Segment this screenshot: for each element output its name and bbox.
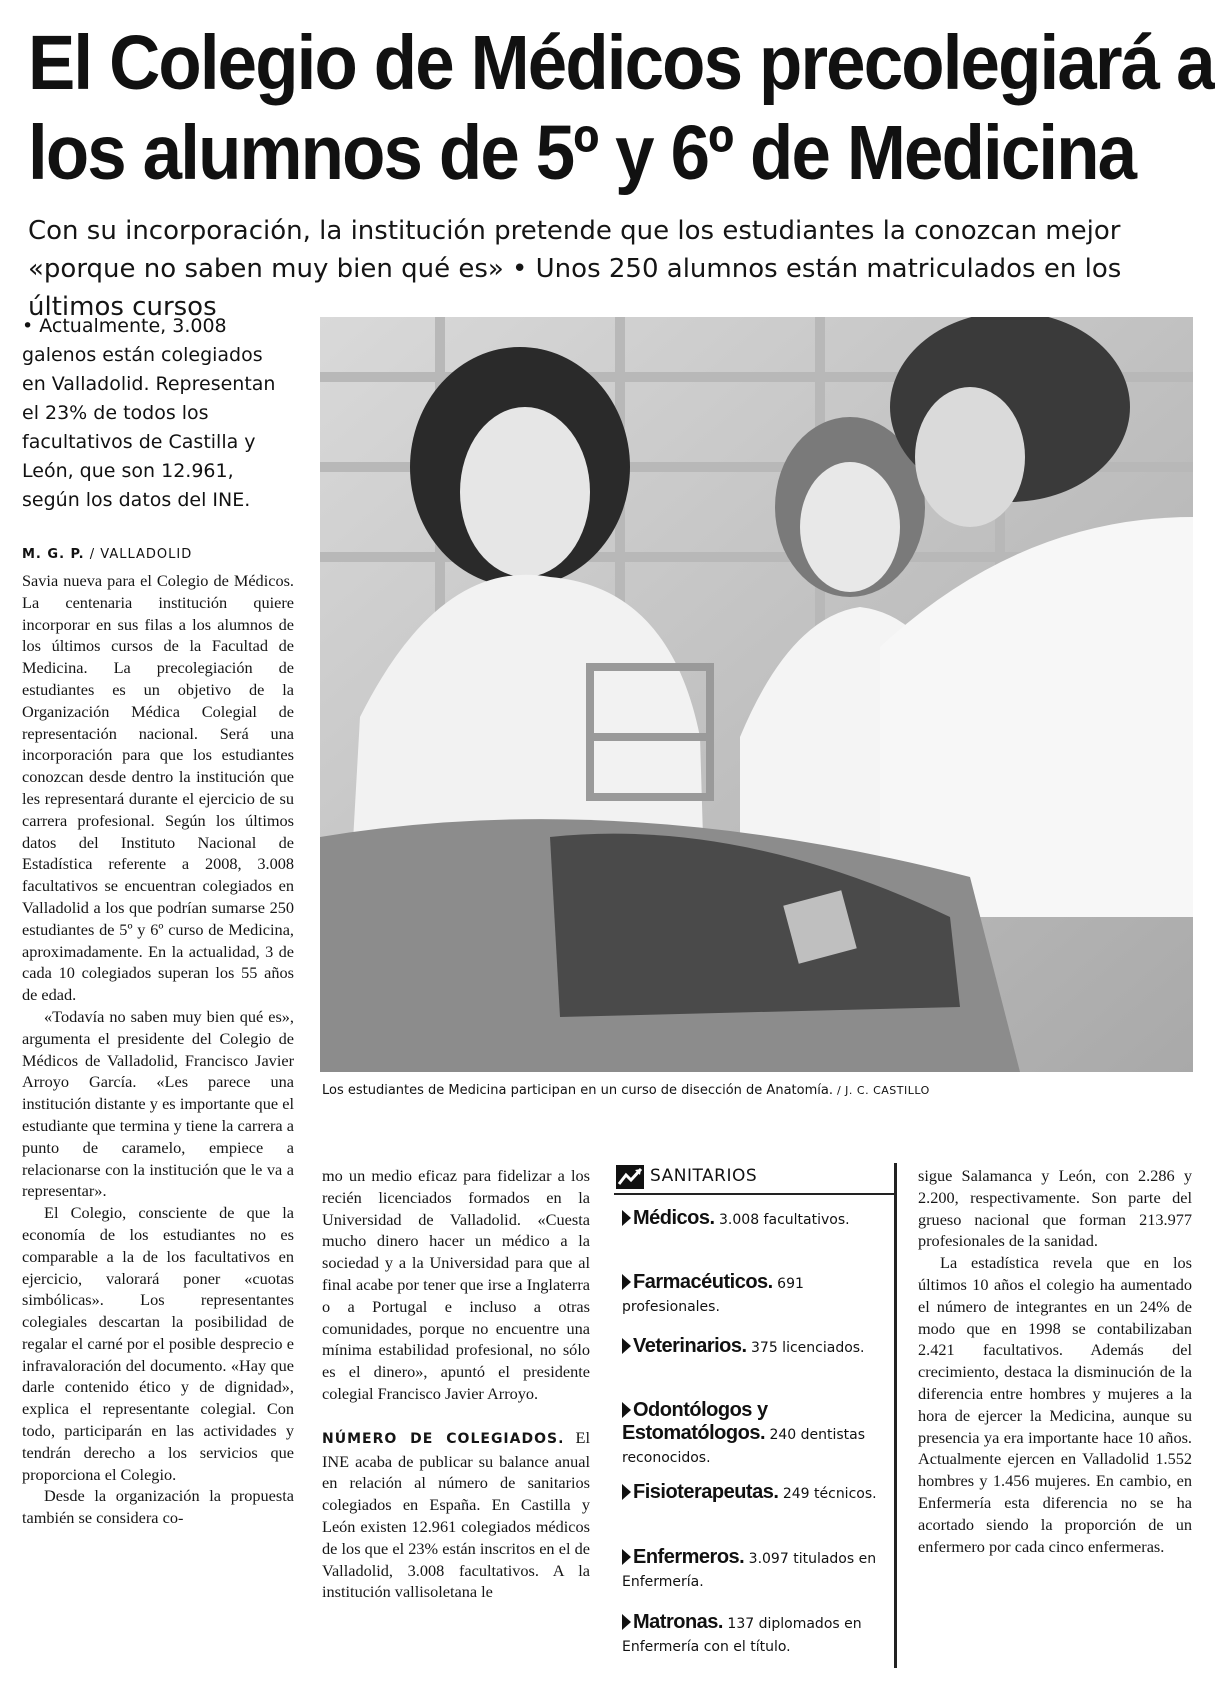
- entry-desc: 3.097 titulados en Enfermería.: [622, 1551, 877, 1590]
- article-column-4: [918, 1165, 1192, 1557]
- byline-place: / VALLADOLID: [84, 547, 193, 562]
- photo-caption: [322, 1083, 1192, 1098]
- sanitarios-sidebar: [614, 1163, 897, 1668]
- sidebar-entry: [622, 1271, 892, 1318]
- sidebar-entry: [622, 1481, 892, 1505]
- arrow-icon: [622, 1614, 631, 1630]
- byline: [22, 547, 284, 562]
- sidebar-entry: [622, 1207, 892, 1231]
- article-column-1: [22, 570, 294, 1529]
- section-title: NÚMERO DE COLEGIADOS.: [322, 1430, 565, 1447]
- sidebar-entry: [622, 1399, 892, 1469]
- arrow-icon: [622, 1210, 631, 1226]
- entry-term: Fisioterapeutas.: [633, 1481, 779, 1503]
- byline-author: M. G. P.: [22, 547, 85, 562]
- paragraph: Desde la organización la propuesta también se considera co-: [22, 1486, 294, 1528]
- headline-line-1: El Colegio de Médicos precolegiará a: [28, 20, 1214, 106]
- subheadline: Con su incorporación, la institución pretende que los estudiantes la conozcan mejor «porque no saben muy bien qué es» • Unos 250 alumnos están matriculados en los últimos cursos: [28, 216, 1122, 322]
- entry-desc: 240 dentistas reconocidos.: [622, 1427, 866, 1466]
- sidebar-entry: [622, 1335, 892, 1359]
- sidebar-entry: [622, 1611, 892, 1658]
- entry-term: Veterinarios.: [633, 1335, 747, 1357]
- entry-term: Enfermeros.: [633, 1546, 745, 1568]
- photo-illustration: [320, 317, 1193, 1072]
- article-column-2: [322, 1165, 590, 1603]
- entry-desc: 137 diplomados en Enfermería con el título.: [622, 1616, 862, 1655]
- arrow-icon: [622, 1549, 631, 1565]
- arrow-icon: [622, 1338, 631, 1354]
- headline-line-2: los alumnos de 5º y 6º de Medicina: [28, 110, 1136, 196]
- paragraph: sigue Salamanca y León, con 2.286 y 2.200, respectivamente. Son parte del grueso nacional que forman 213.977 profesionales de la sanidad.: [918, 1166, 1192, 1251]
- photo-credit: / J. C. CASTILLO: [832, 1084, 930, 1097]
- arrow-icon: [622, 1402, 631, 1418]
- paragraph: El Colegio, consciente de que la economía de los estudiantes no es comparable a la de los facultativos en ejercicio, valorará poner «cuotas simbólicas». Los representantes colegiales descartan la posibilidad de regalar el carné por el posible desprecio e infravaloración del documento. «Hay que darle contenido ético y de dignidad», explica el representante colegial. Con todo, participarán en las actividades y tendrán derecho a los servicios que proporciona el Colegio.: [22, 1203, 294, 1484]
- chart-trend-icon: [616, 1165, 644, 1189]
- entry-desc: 3.008 facultativos.: [714, 1212, 850, 1228]
- paragraph: mo un medio eficaz para fidelizar a los recién licenciados formados en la Universidad de Valladolid. «Cuesta mucho dinero hacer un médico a la sociedad y a la Universidad para que al final acabe por tener que irse a Inglaterra o a Portugal e incluso a otras comunidades, porque no encuentre una mínima estabilidad profesional, no sólo es el dinero», apuntó el presidente colegial Francisco Javier Arroyo.: [322, 1166, 590, 1403]
- paragraph: «Todavía no saben muy bien qué es», argumenta el presidente del Colegio de Médicos de Valladolid, Francisco Javier Arroyo García. «Les parece una institución distante y es importante que el estudiante que termina y tiene la carrera a punto de caramelo, empiece a relacionarse con la institución que le va a representar».: [22, 1006, 294, 1201]
- headline: [28, 18, 1214, 198]
- entry-term: Matronas.: [633, 1611, 723, 1633]
- paragraph: Savia nueva para el Colegio de Médicos. La centenaria institución quiere incorporar en sus filas a los alumnos de los últimos cursos de la Facultad de Medicina. La precolegiación de estudiantes es un objetivo de la Organización Médica Colegial de representación nacional. Será una incorporación para que los estudiantes conozcan desde dentro la institución que les representará durante el ejercicio de su carrera profesional. Según los últimos datos del Instituto Nacional de Estadística referente a 2008, 3.008 facultativos se encuentran colegiados en Valladolid a los que podrían sumarse 250 estudiantes de 5º y 6º curso de Medicina, aproximadamente. En la actualidad, 3 de cada 10 colegiados superan los 55 años de edad.: [22, 571, 294, 1005]
- caption-text: Los estudiantes de Medicina participan en un curso de disección de Anatomía.: [322, 1083, 833, 1098]
- entry-desc: 691 profesionales.: [622, 1276, 804, 1315]
- entry-term: Médicos.: [633, 1207, 715, 1229]
- paragraph: La estadística revela que en los últimos 10 años el colegio ha aumentado el número de integrantes en un 24% de modo que en 1998 se contabilizaban 2.421 facultativos. Además del crecimiento, destaca la disminución de la diferencia entre hombres y mujeres a la hora de ejercer la Medicina, aunque su presencia ya era importante hace 10 años. Actualmente ejercen en Valladolid 1.552 hombres y 1.456 mujeres. En cambio, en Enfermería esta diferencia no se ha acortado siendo la proporción de un enfermero por cada cinco enfermeras.: [918, 1253, 1192, 1556]
- section-paragraph: [322, 1427, 590, 1603]
- sidebar-entry: [622, 1546, 892, 1593]
- lead-summary: • Actualmente, 3.008 galenos están colegiados en Valladolid. Representan el 23% de todos los facultativos de Castilla y León, que son 12.961, según los datos del INE.: [22, 315, 276, 511]
- arrow-icon: [622, 1484, 631, 1500]
- entry-desc: 249 técnicos.: [778, 1486, 877, 1502]
- sidebar-title: SANITARIOS: [650, 1166, 758, 1186]
- arrow-icon: [622, 1274, 631, 1290]
- sidebar-header: [614, 1163, 894, 1195]
- article-photo: [320, 317, 1193, 1072]
- entry-term: Farmacéuticos.: [633, 1271, 773, 1293]
- section-text: El INE acaba de publicar su balance anual en relación al número de sanitarios colegiados en España. En Castilla y León existen 12.961 colegiados médicos de los que el 23% están inscritos en el de Valladolid, 3.008 facultativos. A la institución vallisoletana le: [322, 1427, 590, 1602]
- entry-term: Odontólogos y Estomatólogos.: [622, 1399, 768, 1444]
- entry-desc: 375 licenciados.: [746, 1340, 865, 1356]
